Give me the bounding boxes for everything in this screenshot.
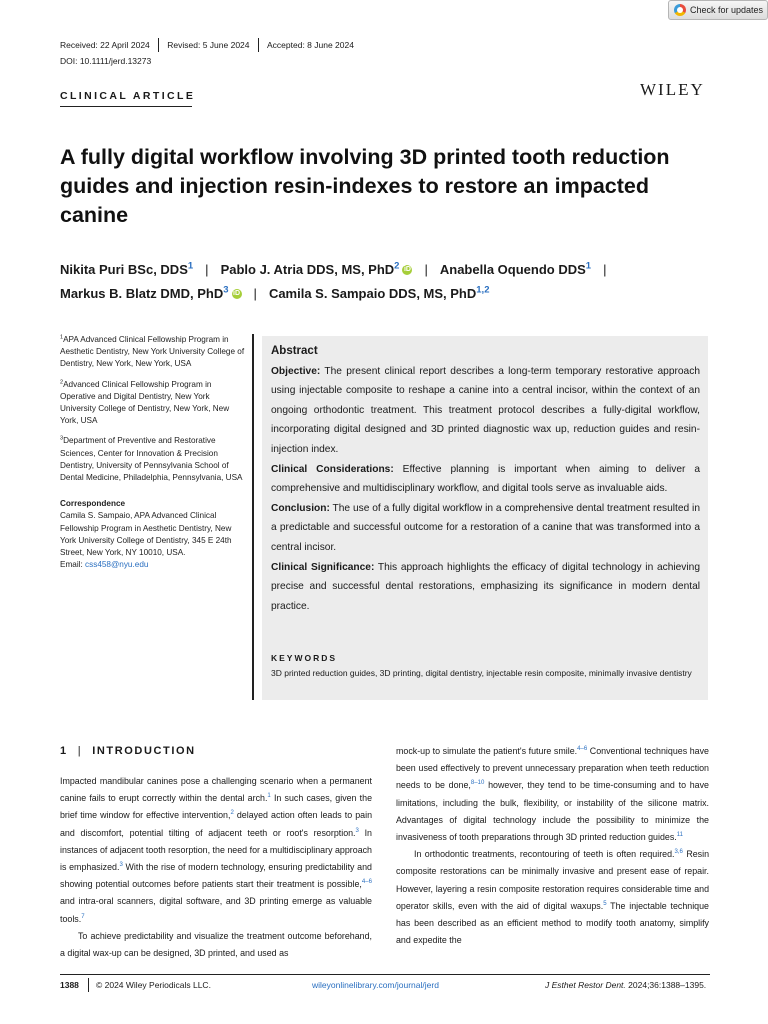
abstract-significance: Clinical Significance: This approach highlights the efficacy of digital technology in achieving precise and successful dental restorations, emphasizing its significance in modern dental practice. (271, 561, 700, 612)
citation-ref[interactable]: 7 (81, 913, 85, 920)
correspondence-text: Camila S. Sampaio, APA Advanced Clinical Fellowship Program in Aesthetic Dentistry, New York University College of Dentistry, 345 E 24th Street, New York, NY 10010, USA. Email: css458@nyu.edu (60, 511, 232, 570)
email-link[interactable]: css458@nyu.edu (85, 560, 149, 570)
article-dates (60, 38, 354, 52)
accepted-date: Accepted: 8 June 2024 (267, 40, 354, 50)
affiliation: $^3$Department of Preventive and Restorative Sciences, Center for Innovation & Precision Dentistry, University of Pennsylvania School of Dental Medicine, Philadelphia, Pennsylvania, USA (60, 435, 243, 483)
publisher-logo: WILEY (640, 80, 705, 99)
article-title: A fully digital workflow involving 3D printed tooth reduction guides and injection resin-indexes to restore an impacted canine (60, 145, 670, 227)
keywords-heading: KEYWORDS (271, 653, 338, 663)
column-divider (252, 334, 254, 700)
correspondence-heading: Correspondence (60, 499, 126, 509)
author-name[interactable]: Anabella Oquendo DDS (439, 262, 586, 277)
section-heading: 1 | INTRODUCTION (60, 745, 196, 757)
citation-ref[interactable]: 8–10 (470, 780, 485, 787)
abstract-objective: Objective: The present clinical report describes a long-term temporary restorative approach using injectable composite to reshape a canine into a central incisor, within the context of an ongoing orthodontic treatment. This treatment protocol describes a fully-digital workflow, incorporating digital designed and 3D printed diagnostic wax up, reduction guides and resin-injection index. (271, 365, 700, 455)
paragraph: To achieve predictability and visualize the treatment outcome beforehand, a digital wax-up can be designed, 3D printed, and used as (60, 930, 372, 959)
check-for-updates-button[interactable] (668, 0, 768, 20)
citation-ref[interactable]: 1 (267, 793, 271, 800)
body-column-left (60, 773, 372, 962)
paragraph: mock-up to simulate the patient's future smile.$^{4-6}$ Conventional techniques have been used effectively to prevent unnecessary preparation when teeth reduction needs to be done,$^{8-10}$ however, they tend to be time-consuming and to have limitations, including the bulk, flexibility, or instability of the silicone matrix. Advantages of digital technology include the possibility to minimize the invasiveness of tooth preparations through 3D printed reduction guides.$^{11}$ (396, 746, 709, 843)
abstract (271, 342, 700, 616)
citation: J Esthet Restor Dent. 2024;36:1388–1395. (545, 980, 707, 990)
author-affiliation-ref: 3 (223, 284, 229, 296)
footer-rule (60, 974, 710, 975)
affiliation: $^2$Advanced Clinical Fellowship Program in Operative and Digital Dentistry, New York University College of Dentistry, New York, New York, USA (60, 378, 230, 426)
author-affiliation-ref: 2 (394, 260, 400, 272)
doi[interactable]: DOI: 10.1111/jerd.13273 (60, 56, 152, 66)
crossmark-icon (674, 4, 686, 16)
divider (258, 38, 260, 52)
paragraph: Impacted mandibular canines pose a challenging scenario when a permanent canine fails to erupt correctly within the dental arch.$^1$ In such cases, given the brief time window for effective intervention,$^2$ delayed action often leads to pain and discomfort, potential tilting of adjacent teeth or root's resorption.$^3$ In instances of adjacent tooth resorption, the need for a multidisciplinary approach is emphasized.$^3$ With the rise of modern technology, ensuring predictability and showing potential outcomes before patients start their treatment is possible,$^{4-6}$ and intra-oral scanners, digital software, and 3D printing emerge as valuable tools.$^7$ (60, 776, 373, 924)
citation-ref[interactable]: 5 (603, 900, 607, 907)
author-name[interactable]: Nikita Puri BSc, DDS (60, 262, 188, 277)
citation-ref[interactable]: 3 (119, 862, 123, 869)
author-name[interactable]: Markus B. Blatz DMD, PhD (60, 286, 224, 301)
author-list: Nikita Puri BSc, DDS$^1$ | Pablo J. Atria DDS, MS, PhD$^2$ iD | Anabella Oquendo DDS$^1$ | Markus B. Blatz DMD, PhD$^3$ iD | Camila S. Sampaio DDS, MS, PhD$^{1,2}$ (60, 260, 607, 301)
keywords: 3D printed reduction guides, 3D printing, digital dentistry, injectable resin composite, minimally invasive dentistry (271, 668, 692, 678)
abstract-clinical-considerations: Clinical Considerations: Effective planning is important when aiming to deliver a comprehensive and multidisciplinary workflow, and digital tools serve as invaluable aids. (271, 463, 701, 495)
citation-ref[interactable]: 11 (676, 832, 684, 839)
revised-date: Revised: 5 June 2024 (167, 40, 250, 50)
author-affiliation-ref: 1,2 (476, 284, 490, 296)
abstract-heading: Abstract (271, 345, 318, 357)
paragraph: In orthodontic treatments, recontouring of teeth is often required.$^{3,6}$ Resin composite restorations can be minimally invasive and present ease of repair. However, layering a resin composite restoration requires considerable time and operator skills, even with the aid of digital waxups.$^5$ The injectable technique has been described as an efficient method to modify tooth anatomy, simplify and expedite the (396, 849, 710, 946)
abstract-conclusion: Conclusion: The use of a fully digital workflow in a comprehensive dental treatment resulted in a predictable and successful outcome for a restoration of a canine that was transformed into a central incisor. (271, 502, 700, 553)
author-affiliation-ref: 1 (585, 260, 592, 272)
journal-link[interactable]: wileyonlinelibrary.com/journal/jerd (312, 980, 439, 990)
page-number: 1388 (60, 980, 79, 990)
copyright: © 2024 Wiley Periodicals LLC. (96, 980, 211, 990)
affiliations (60, 334, 246, 579)
affiliation: $^1$APA Advanced Clinical Fellowship Program in Aesthetic Dentistry, New York University College of Dentistry, New York, New York, USA (60, 334, 245, 369)
body-column-right (396, 743, 709, 949)
citation-ref[interactable]: 2 (230, 810, 234, 817)
author-name[interactable]: Camila S. Sampaio DDS, MS, PhD (268, 286, 477, 301)
orcid-icon[interactable]: iD (233, 289, 241, 297)
divider (88, 978, 89, 992)
author-affiliation-ref: 1 (187, 260, 194, 272)
citation-ref[interactable]: 4–6 (577, 746, 588, 753)
received-date: Received: 22 April 2024 (60, 40, 150, 50)
divider (158, 38, 160, 52)
author-name[interactable]: Pablo J. Atria DDS, MS, PhD (220, 262, 395, 277)
section-label: CLINICAL ARTICLE (60, 90, 196, 102)
citation-ref[interactable]: 3 (355, 827, 359, 834)
section-underline (60, 106, 192, 107)
check-for-updates-label: Check for updates (690, 5, 764, 15)
citation-ref[interactable]: 3,6 (674, 849, 683, 856)
orcid-icon[interactable]: iD (403, 265, 411, 273)
citation-ref[interactable]: 4–6 (361, 879, 372, 886)
